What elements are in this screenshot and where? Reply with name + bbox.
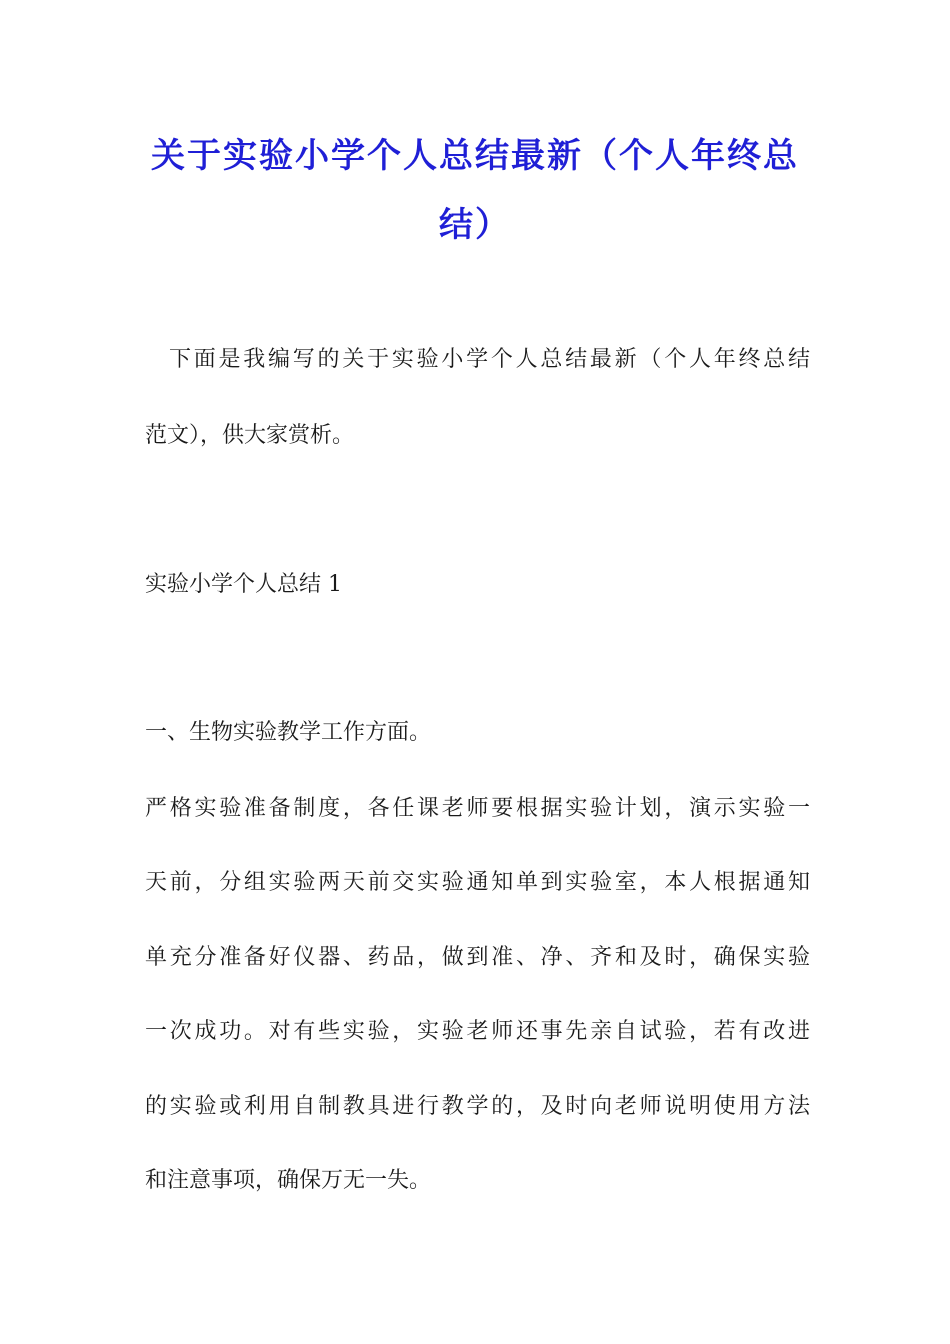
body-line-2: 天前，分组实验两天前交实验通知单到实验室，本人根据通知: [145, 870, 810, 895]
subheading: 一、生物实验教学工作方面。: [145, 720, 432, 745]
body-line-5: 的实验或利用自制教具进行教学的，及时向老师说明使用方法: [145, 1094, 810, 1119]
document-title-line-2: 结）: [439, 205, 511, 245]
document-title-line-1: 关于实验小学个人总结最新（个人年终总: [151, 136, 799, 176]
body-line-4: 一次成功。对有些实验，实验老师还事先亲自试验，若有改进: [145, 1019, 810, 1044]
intro-line-1: 下面是我编写的关于实验小学个人总结最新（个人年终总结: [169, 347, 810, 372]
body-line-3: 单充分准备好仪器、药品，做到准、净、齐和及时，确保实验: [145, 945, 810, 970]
section-heading: 实验小学个人总结 1: [145, 572, 342, 597]
body-line-1: 严格实验准备制度，各任课老师要根据实验计划，演示实验一: [145, 796, 810, 821]
body-line-6: 和注意事项，确保万无一失。: [145, 1168, 432, 1193]
intro-line-2: 范文），供大家赏析。: [145, 423, 355, 448]
